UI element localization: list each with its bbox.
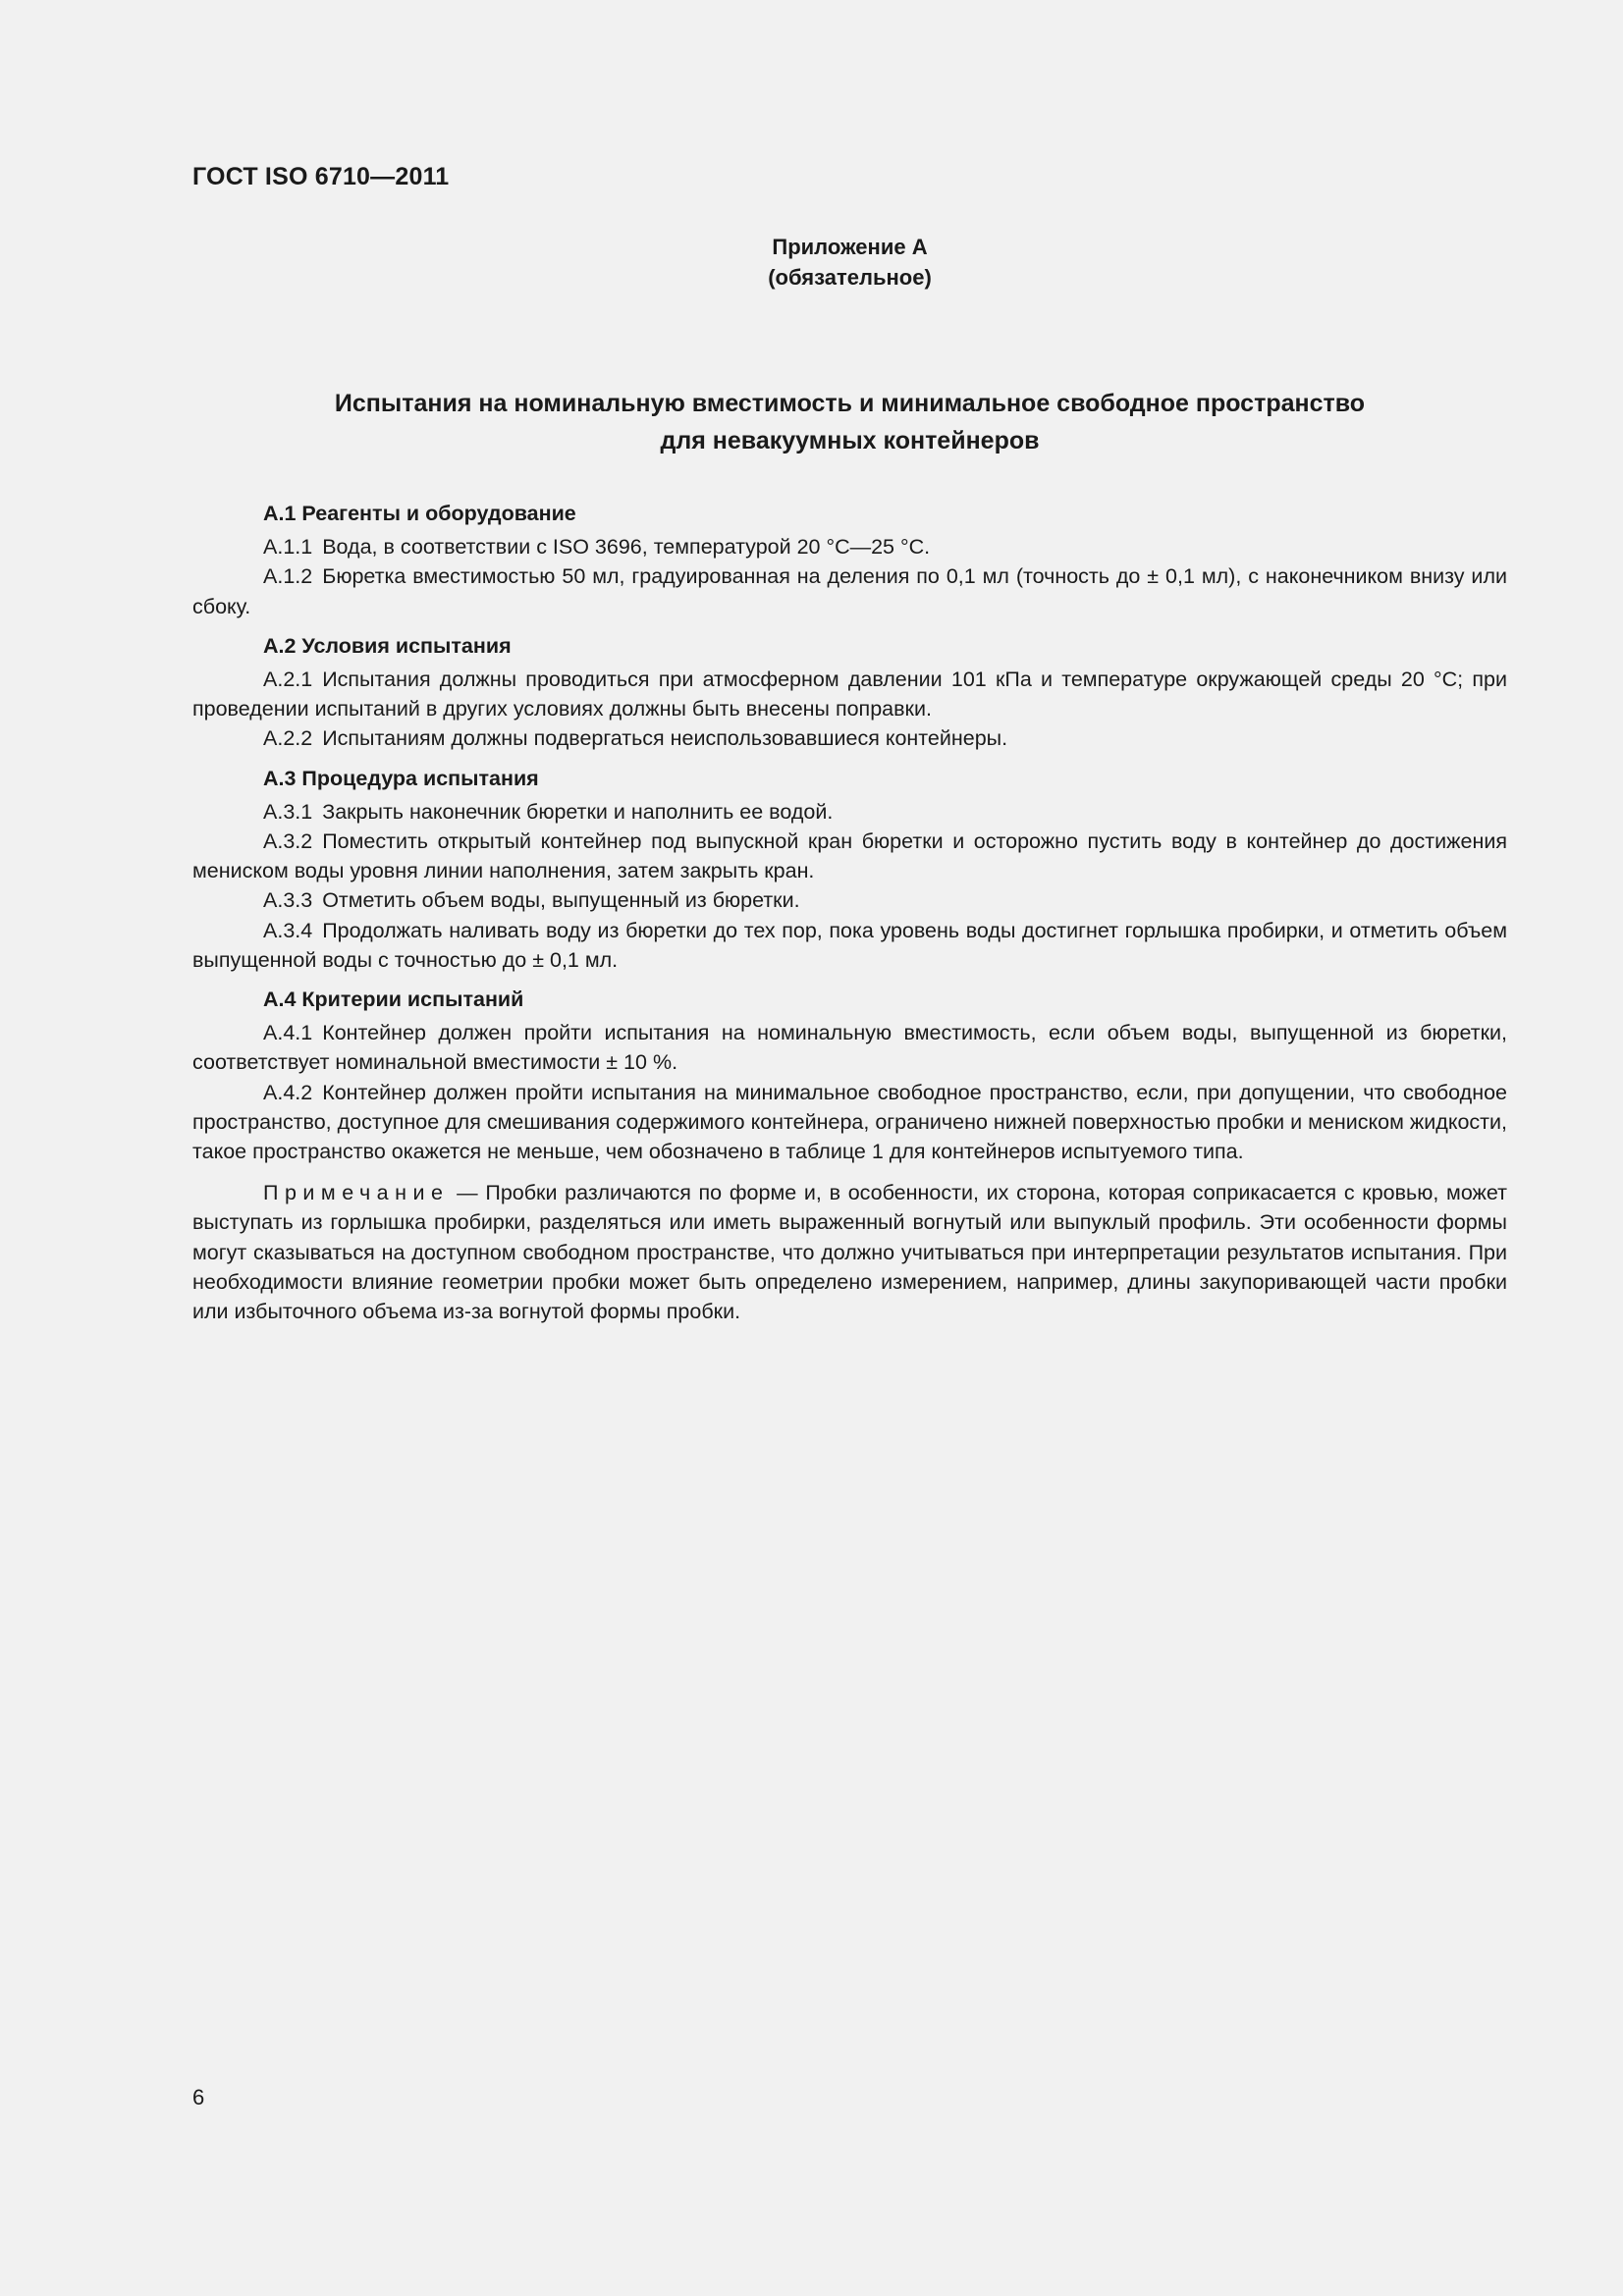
document-page	[192, 0, 1507, 2296]
note-text: Пробки различаются по форме и, в особенности, их сторона, которая соприкасается с кровью, может выступать из горлышка пробирки, разделяться или иметь выраженный вогнутый или выпуклый профиль. Эти особенности формы могут сказываться на доступном свободном пространстве, что должно учитываться при интерпретации результатов испытания. При необходимости влияние геометрии пробки может быть определено измерением, например, длины закупоривающей части пробки или избыточного объема из-за вогнутой формы пробки.	[192, 1181, 1508, 1324]
paragraph	[192, 532, 1507, 561]
paragraph	[192, 1078, 1507, 1167]
paragraph	[192, 797, 1507, 827]
paragraph-text: Закрыть наконечник бюретки и наполнить ее водой.	[322, 799, 834, 824]
paragraph-number: А.3.3	[263, 888, 313, 913]
paragraph-text: Контейнер должен пройти испытания на минимальное свободное пространство, если, при допущении, что свободное пространство, доступное для смешивания содержимого контейнера, ограничено нижней поверхностью пробки и мениском жидкости, такое пространство окажется не меньше, чем обозначено в таблице 1 для контейнеров испытуемого типа.	[192, 1080, 1507, 1164]
paragraph-text: Продолжать наливать воду из бюретки до тех пор, пока уровень воды достигнет горлышка пробирки, и отметить объем выпущенной воды с точностью до ± 0,1 мл.	[192, 918, 1507, 972]
paragraph-text: Контейнер должен пройти испытания на номинальную вместимость, если объем воды, выпущенной из бюретки, соответствует номинальной вместимости ± 10 %.	[192, 1021, 1507, 1075]
paragraph-text: Отметить объем воды, выпущенный из бюретки.	[322, 888, 800, 913]
section-heading: А.1 Реагенты и оборудование	[263, 502, 576, 525]
document-body	[192, 497, 1507, 1326]
annex-heading	[192, 232, 1507, 293]
paragraph-number: А.1.2	[263, 564, 313, 589]
paragraph	[192, 827, 1507, 885]
paragraph	[192, 885, 1507, 915]
paragraph-number: А.4.1	[263, 1021, 313, 1045]
annex-title: Приложение А	[772, 235, 928, 259]
section-heading: А.3 Процедура испытания	[263, 766, 539, 790]
main-title	[192, 385, 1507, 459]
section-a3	[192, 762, 1507, 975]
paragraph-number: А.3.2	[263, 829, 313, 854]
section-heading: А.4 Критерии испытаний	[263, 988, 524, 1012]
paragraph	[192, 665, 1507, 723]
section-a2	[192, 629, 1507, 754]
paragraph-text: Испытания должны проводиться при атмосферном давлении 101 кПа и температуре окружающей среды 20 °С; при проведении испытаний в других условиях должны быть внесены поправки.	[192, 667, 1507, 721]
paragraph-number: А.2.2	[263, 726, 313, 751]
main-title-line-1: Испытания на номинальную вместимость и минимальное свободное пространство	[334, 390, 1366, 417]
paragraph	[192, 1018, 1507, 1077]
annex-status: (обязательное)	[768, 265, 932, 290]
paragraph	[192, 723, 1507, 753]
main-title-line-2: для невакуумных контейнеров	[660, 427, 1040, 454]
paragraph	[192, 561, 1507, 620]
note-label: Примечание	[263, 1181, 450, 1205]
paragraph-number: А.2.1	[263, 667, 313, 692]
page-number: 6	[192, 2085, 205, 2109]
paragraph-text: Испытаниям должны подвергаться неиспользовавшиеся контейнеры.	[322, 726, 1008, 751]
document-code: ГОСТ ISO 6710—2011	[192, 163, 450, 190]
paragraph-number: А.3.1	[263, 799, 313, 824]
paragraph-text: Поместить открытый контейнер под выпускной кран бюретки и осторожно пустить воду в контейнер до достижения мениском воды уровня линии наполнения, затем закрыть кран.	[192, 829, 1507, 883]
note-dash: —	[449, 1181, 486, 1205]
paragraph-number: А.3.4	[263, 918, 313, 942]
paragraph	[192, 916, 1507, 975]
section-a4	[192, 983, 1507, 1166]
section-a1	[192, 497, 1507, 621]
note	[192, 1178, 1507, 1326]
paragraph-text: Вода, в соответствии с ISO 3696, температурой 20 °С—25 °С.	[322, 535, 931, 560]
paragraph-number: А.4.2	[263, 1080, 313, 1104]
section-heading: А.2 Условия испытания	[263, 633, 512, 658]
paragraph-number: А.1.1	[263, 535, 313, 560]
paragraph-text: Бюретка вместимостью 50 мл, градуированная на деления по 0,1 мл (точность до ± 0,1 мл), с наконечником внизу или сбоку.	[192, 564, 1507, 618]
